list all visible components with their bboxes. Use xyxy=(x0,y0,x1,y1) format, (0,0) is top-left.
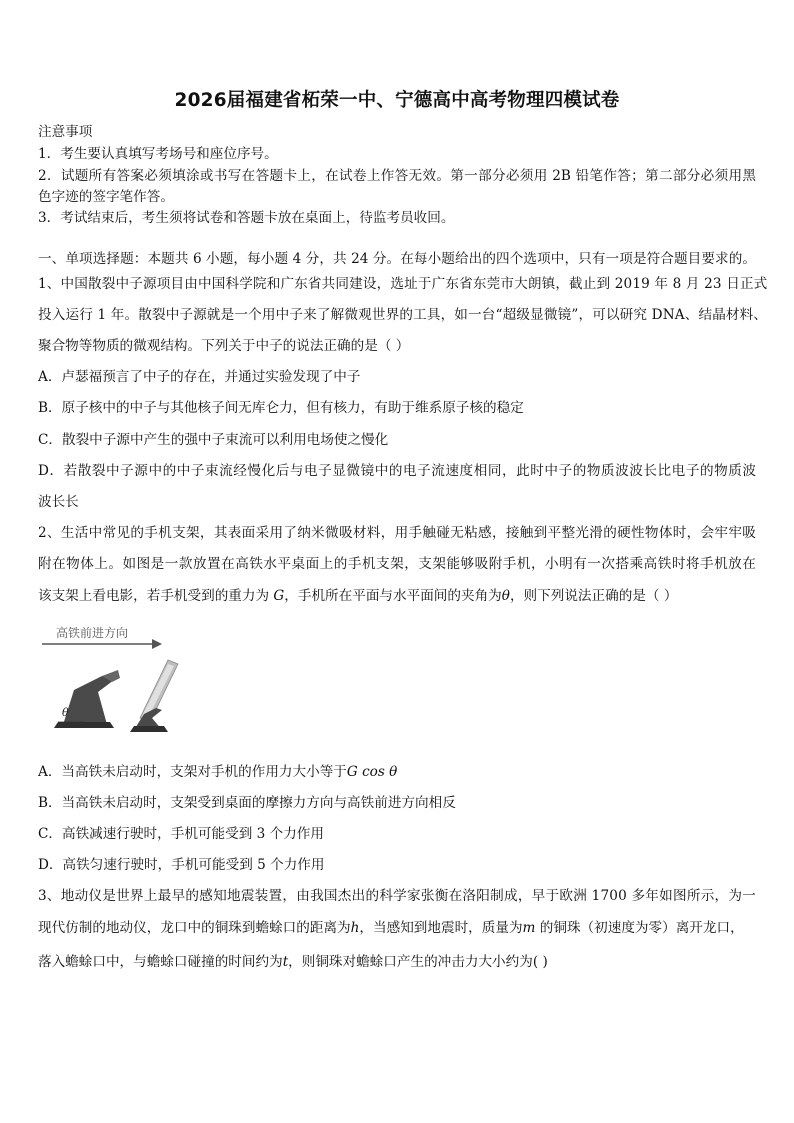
q1-option-d-line-2: 波长长 xyxy=(38,494,79,510)
q3-stem-line-2-part-c: 的铜珠（初速度为零）离开龙口， xyxy=(535,920,744,936)
q1-option-c: C．散裂中子源中产生的强中子束流可以利用电场使之慢化 xyxy=(38,432,389,448)
q2-stem-line-3-part-c: ，则下列说法正确的是（ ） xyxy=(509,588,678,604)
q3-stem-line-2-part-a: 现代仿制的地动仪，龙口中的铜珠到蟾蜍口的距离为 xyxy=(38,920,351,936)
stand-left xyxy=(54,670,120,728)
notice-item-2-line-2: 色字迹的签字笔作答。 xyxy=(38,189,174,205)
q3-stem-line-2 xyxy=(38,916,744,936)
q1-option-d-line-1: D．若散裂中子源中的中子束流经慢化后与电子显微镜中的电子流速度相同，此时中子的物质波波长比电子的物质波 xyxy=(38,463,756,479)
q3-stem-line-3-part-b: ，则铜珠对蟾蜍口产生的冲击力大小约为( ) xyxy=(288,954,548,970)
q3-mass-symbol: m xyxy=(522,920,536,936)
figure-direction-arrow-head xyxy=(152,639,162,649)
notice-item-1: 1．考生要认真填写考场号和座位序号。 xyxy=(38,146,278,162)
figure-theta-label: θ xyxy=(62,706,69,719)
q1-option-b: B．原子核中的中子与其他核子间无库仑力，但有核力，有助于维系原子核的稳定 xyxy=(38,400,524,416)
notice-item-2-line-1: 2．试题所有答案必须填涂或书写在答题卡上，在试卷上作答无效。第一部分必须用 2B 铅笔作答；第二部分必须用黑 xyxy=(38,168,756,184)
q2-angle-symbol: θ xyxy=(501,588,510,604)
q2-option-d: D．高铁匀速行驶时，手机可能受到 5 个力作用 xyxy=(38,857,325,873)
notice-item-3: 3．考试结束后，考生须将试卷和答题卡放在桌面上，待监考员收回。 xyxy=(38,210,455,226)
q1-stem-line-3: 聚合物等物质的微观结构。下列关于中子的说法正确的是（ ） xyxy=(38,338,410,354)
q2-option-b: B．当高铁未启动时，支架受到桌面的摩擦力方向与高铁前进方向相反 xyxy=(38,795,456,811)
q2-stem-line-1: 2、生活中常见的手机支架，其表面采用了纳米微吸材料，用手触碰无粘感，接触到平整光滑的硬性物体时，会牢牢吸 xyxy=(38,525,756,541)
stand-right xyxy=(130,708,168,732)
q3-stem-line-3-part-a: 落入蟾蜍口中，与蟾蜍口碰撞的时间约为 xyxy=(38,954,283,970)
q3-stem-line-1: 3、地动仪是世界上最早的感知地震装置，由我国杰出的科学家张衡在洛阳制成，早于欧洲 1700 多年如图所示，为一 xyxy=(38,888,756,904)
q2-stem-line-2: 附在物体上。如图是一款放置在高铁水平桌面上的手机支架，支架能够吸附手机，小明有一次搭乘高铁时将手机放在 xyxy=(38,556,756,572)
exam-title: 2026届福建省柘荣一中、宁德高中高考物理四模试卷 xyxy=(174,90,620,111)
q3-stem-line-3 xyxy=(38,950,548,970)
q2-stem-line-3 xyxy=(38,584,677,604)
q2-option-a-formula: G cos θ xyxy=(346,764,398,780)
q2-stem-line-3-part-b: ，手机所在平面与水平面间的夹角为 xyxy=(284,588,502,604)
q2-stem-line-3-part-a: 该支架上看电影，若手机受到的重力为 xyxy=(38,588,274,604)
q2-gravity-symbol: G xyxy=(273,588,285,604)
q1-option-a: A．卢瑟福预言了中子的存在，并通过实验发现了中子 xyxy=(38,369,361,385)
q2-option-a xyxy=(38,760,397,780)
q1-stem-line-2: 投入运行 1 年。散裂中子源就是一个用中子来了解微观世界的工具，如一台“超级显微镜”，可以研究 DNA、结晶材料、 xyxy=(38,307,768,323)
phone-stand-figure xyxy=(40,618,180,738)
figure-direction-label: 高铁前进方向 xyxy=(56,626,129,640)
phone-on-stand xyxy=(140,660,178,722)
q3-height-symbol: h xyxy=(350,920,360,936)
q3-time-symbol: t xyxy=(282,954,289,970)
q1-stem-line-1: 1、中国散裂中子源项目由中国科学院和广东省共同建设，选址于广东省东莞市大朗镇，截止到 2019 年 8 月 23 日正式 xyxy=(38,276,768,292)
notice-heading: 注意事项 xyxy=(38,124,93,140)
q3-stem-line-2-part-b: ，当感知到地震时，质量为 xyxy=(359,920,523,936)
q2-option-c: C．高铁减速行驶时，手机可能受到 3 个力作用 xyxy=(38,826,324,842)
q2-option-a-text: A．当高铁未启动时，支架对手机的作用力大小等于 xyxy=(38,764,347,780)
section-heading: 一、单项选择题：本题共 6 小题，每小题 4 分，共 24 分。在每小题给出的四个选项中，只有一项是符合题目要求的。 xyxy=(38,251,756,267)
